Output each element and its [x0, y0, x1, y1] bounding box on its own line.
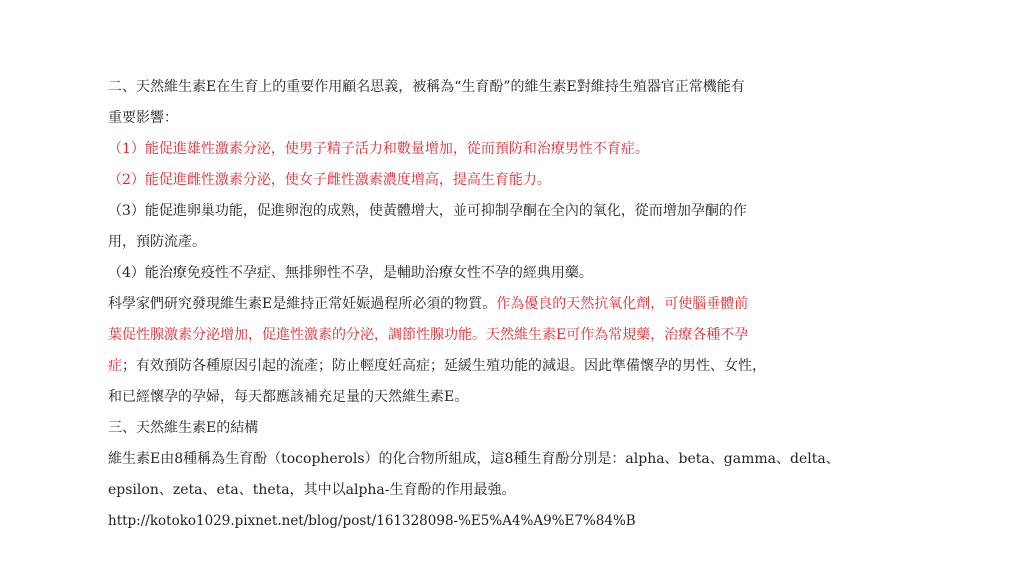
body-line — [108, 444, 908, 475]
text-segment: 用，預防流產。 — [108, 234, 206, 250]
body-line — [108, 258, 908, 289]
text-segment: 維生素E由8種稱為生育酚（tocopherols）的化合物所組成，這8種生育酚分別是：alpha、beta、gamma、delta、 — [108, 451, 840, 467]
body-line — [108, 475, 908, 506]
heading-line — [108, 72, 908, 103]
highlighted-line — [108, 134, 908, 165]
text-segment: （3）能促進卵巢功能，促進卵泡的成熟，使黃體增大，並可抑制孕酮在全內的氧化，從而增加孕酮的作 — [108, 203, 747, 219]
highlighted-segment: 作為優良的天然抗氧化劑，可使腦垂體前 — [496, 296, 749, 312]
highlighted-line — [108, 165, 908, 196]
source-url — [108, 506, 908, 537]
body-line — [108, 382, 908, 413]
heading-line — [108, 103, 908, 134]
text-segment: 科學家們研究發現維生素E是維持正常妊娠過程所必須的物質。 — [108, 296, 497, 312]
text-segment: 二、天然維生素E在生育上的重要作用顧名思義，被稱為“生育酚”的維生素E對維持生殖器官正常機能有 — [108, 79, 745, 95]
text-segment: 三、天然維生素E的結構 — [108, 420, 259, 436]
body-line — [108, 351, 908, 382]
text-segment: （2）能促進雌性激素分泌，使女子雌性激素濃度增高，提高生育能力。 — [108, 172, 551, 188]
highlighted-line — [108, 320, 908, 351]
text-segment: 葉促性腺激素分泌增加，促進性激素的分泌，調節性腺功能。天然維生素E可作為常規藥，治療各種不孕 — [108, 327, 749, 343]
section-heading — [108, 413, 908, 444]
text-segment: epsilon、zeta、eta、theta，其中以alpha-生育酚的作用最強。 — [108, 482, 516, 498]
text-segment: 重要影響： — [108, 110, 178, 126]
text-segment: （1）能促進雄性激素分泌，使男子精子活力和數量增加，從而預防和治療男性不育症。 — [108, 141, 649, 157]
highlighted-segment: 症 — [108, 358, 122, 374]
body-line — [108, 196, 908, 227]
body-line — [108, 227, 908, 258]
text-segment: ；有效預防各種原因引起的流產；防止輕度妊高症；延緩生殖功能的減退。因此準備懷孕的男性、女性， — [122, 358, 766, 374]
text-segment: 和已經懷孕的孕婦，每天都應該補充足量的天然維生素E。 — [108, 389, 469, 405]
url-text: http://kotoko1029.pixnet.net/blog/post/161328098-%E5%A4%A9%E7%84%B — [108, 513, 636, 529]
document-body — [108, 72, 908, 537]
text-segment: （4）能治療免疫性不孕症、無排卵性不孕，是輔助治療女性不孕的經典用藥。 — [108, 265, 593, 281]
body-line — [108, 289, 908, 320]
